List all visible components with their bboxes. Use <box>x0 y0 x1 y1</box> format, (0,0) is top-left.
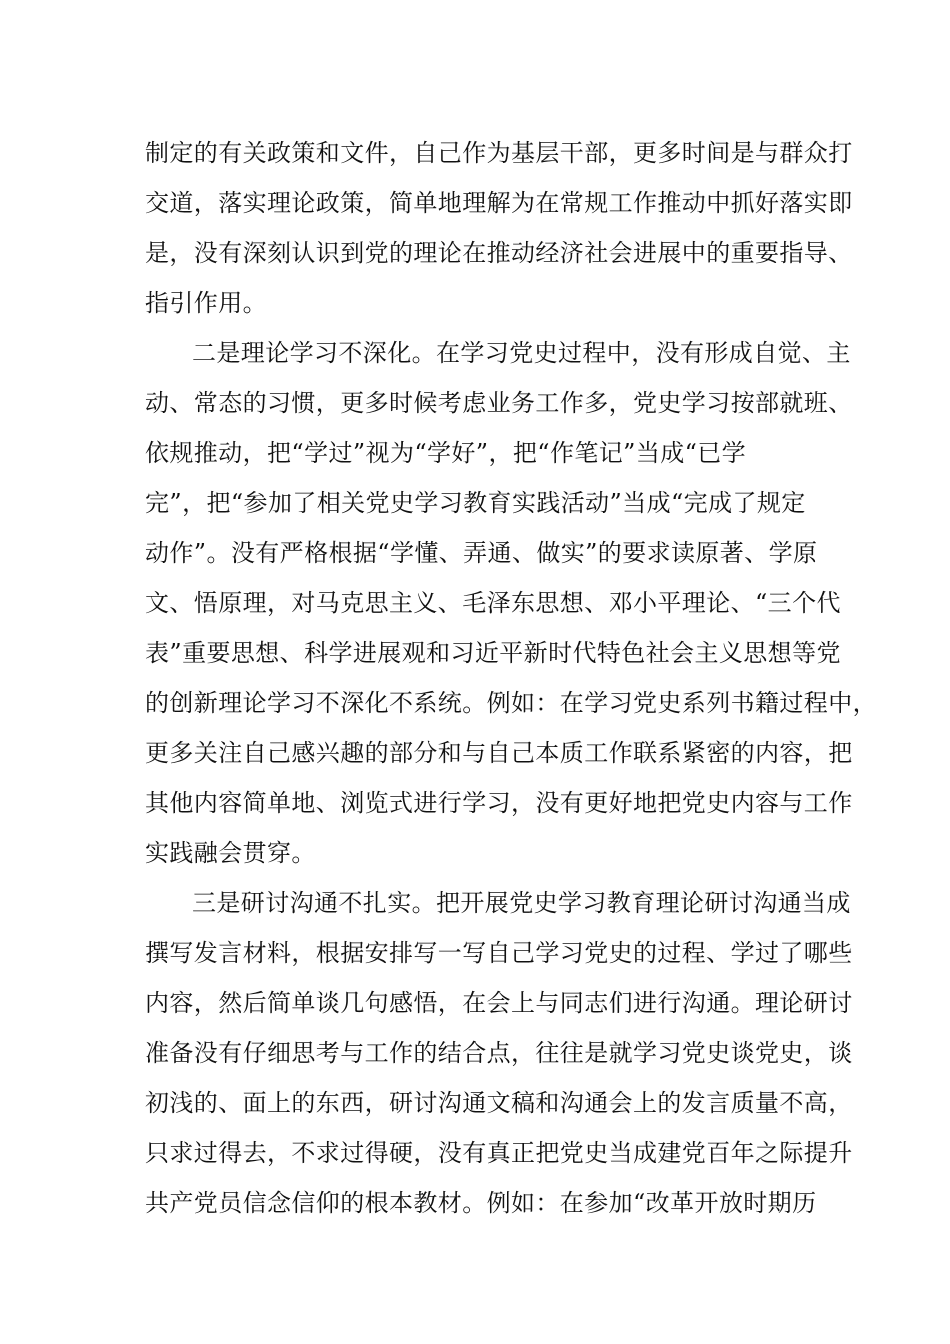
paragraph-line: 制定的有关政策和文件，自己作为基层干部，更多时间是与群众打 <box>145 139 853 167</box>
paragraph-line: 更多关注自己感兴趣的部分和与自己本质工作联系紧密的内容，把 <box>145 739 853 767</box>
paragraph <box>145 328 877 878</box>
paragraph-line: 依规推动，把“学过”视为“学好”，把“作笔记”当成“已学 <box>145 439 747 467</box>
paragraph-line: 是，没有深刻认识到党的理论在推动经济社会进展中的重要指导、 <box>145 239 853 267</box>
paragraph-line: 撰写发言材料，根据安排写一写自己学习党史的过程、学过了哪些 <box>145 939 853 967</box>
paragraph-line: 共产党员信念信仰的根本教材。例如：在参加“改革开放时期历 <box>145 1189 817 1217</box>
paragraph-line: 文、悟原理，对马克思主义、毛泽东思想、邓小平理论、“三个代 <box>145 589 841 617</box>
paragraph <box>145 878 853 1228</box>
paragraph-line: 完”，把“参加了相关党史学习教育实践活动”当成“完成了规定 <box>145 489 806 517</box>
paragraph-line: 其他内容简单地、浏览式进行学习，没有更好地把党史内容与工作 <box>145 789 853 817</box>
paragraph-first-line: 二是理论学习不深化。在学习党史过程中，没有形成自觉、主 <box>192 339 851 367</box>
paragraph-line: 的创新理论学习不深化不系统。例如：在学习党史系列书籍过程中， <box>145 689 877 717</box>
paragraph-line: 实践融会贯穿。 <box>145 839 316 867</box>
paragraph-line: 只求过得去，不求过得硬，没有真正把党史当成建党百年之际提升 <box>145 1139 853 1167</box>
paragraph-line: 指引作用。 <box>145 289 267 317</box>
paragraph-line: 动作”。没有严格根据“学懂、弄通、做实”的要求读原著、学原 <box>145 539 818 567</box>
paragraph-line: 初浅的、面上的东西，研讨沟通文稿和沟通会上的发言质量不高， <box>145 1089 853 1117</box>
paragraph-first-line: 三是研讨沟通不扎实。把开展党史学习教育理论研讨沟通当成 <box>192 889 851 917</box>
document-body <box>145 128 877 1228</box>
paragraph <box>145 128 853 328</box>
paragraph-line: 表”重要思想、科学进展观和习近平新时代特色社会主义思想等党 <box>145 639 841 667</box>
paragraph-line: 准备没有仔细思考与工作的结合点，往往是就学习党史谈党史，谈 <box>145 1039 853 1067</box>
paragraph-line: 动、常态的习惯，更多时候考虑业务工作多，党史学习按部就班、 <box>145 389 853 417</box>
paragraph-line: 内容，然后简单谈几句感悟，在会上与同志们进行沟通。理论研讨 <box>145 989 853 1017</box>
paragraph-line: 交道，落实理论政策，简单地理解为在常规工作推动中抓好落实即 <box>145 189 853 217</box>
